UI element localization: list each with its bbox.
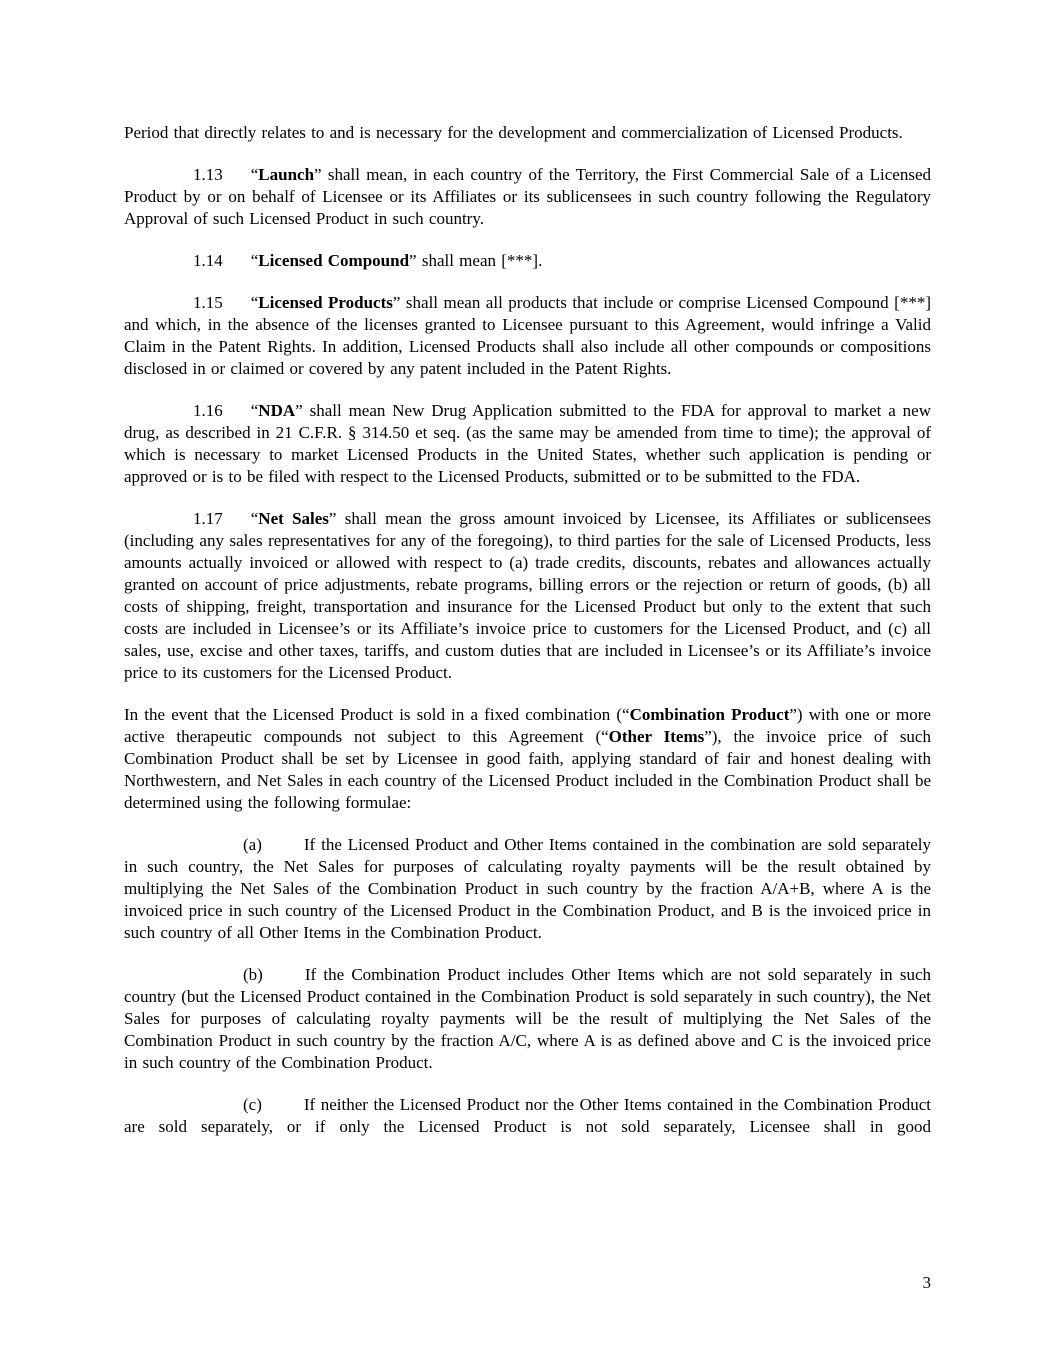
text-run: 1.13 bbox=[193, 165, 223, 184]
defined-term: Net Sales bbox=[258, 509, 329, 528]
defined-term: Licensed Compound bbox=[258, 251, 410, 270]
text-run: ”), the invoice price of such Combination Product shall be set by Licensee in good faith, applying standard of fair and honest dealing with Northwestern, and Net Sales in each country of the Licensed Product included in the Combination Product shall be determined using the following formulae: bbox=[124, 727, 931, 812]
text-run: (c) bbox=[243, 1095, 262, 1114]
defined-term: Combination Product bbox=[629, 705, 790, 724]
text-run: ” shall mean New Drug Application submitted to the FDA for approval to market a new drug, as described in 21 C.F.R. § 314.50 et seq. (as the same may be amended from time to time); the approval of which is necessary to market Licensed Products in the United States, whether such application is pending or approved or is to be filed with respect to the Licensed Products, submitted or to be submitted to the FDA. bbox=[124, 401, 931, 486]
paragraph-intro-continuation bbox=[124, 122, 931, 144]
text-run: ” shall mean [***]. bbox=[409, 251, 543, 270]
tab-space bbox=[223, 523, 251, 524]
defined-term: Other Items bbox=[608, 727, 705, 746]
text-run: In the event that the Licensed Product is sold in a fixed combination (“ bbox=[124, 705, 630, 724]
text-run: “ bbox=[250, 251, 259, 270]
text-run: 1.17 bbox=[193, 509, 223, 528]
tab-space bbox=[223, 179, 251, 180]
defined-term: Launch bbox=[258, 165, 315, 184]
tab-space bbox=[262, 1109, 304, 1110]
text-run: ” shall mean all products that include or comprise Licensed Compound [***] and which, in the absence of the licenses granted to Licensee pursuant to this Agreement, would infringe a Valid Claim in the Patent Rights. In addition, Licensed Products shall also include all other compounds or compositions disclosed in or claimed or covered by any patent included in the Patent Rights. bbox=[124, 293, 931, 378]
text-run: “ bbox=[250, 509, 259, 528]
text-run: (b) bbox=[243, 965, 263, 984]
text-run: ”) with one or more active therapeutic compounds not subject to this Agreement (“ bbox=[124, 705, 931, 746]
text-run: If the Combination Product includes Other Items which are not sold separately in such country (but the Licensed Product contained in the Combination Product is sold separately in such country), the Net Sales for purposes of calculating royalty payments will be the result of multiplying the Net Sales of the Combination Product in such country by the fraction A/C, where A is as defined above and C is the invoiced price in such country of the Combination Product. bbox=[124, 965, 931, 1072]
paragraph-section-1-17 bbox=[124, 508, 931, 684]
paragraph-combination-product-paragraph bbox=[124, 704, 931, 814]
paragraph-subparagraph-c bbox=[124, 1094, 931, 1138]
paragraph-section-1-16 bbox=[124, 400, 931, 488]
text-run: “ bbox=[250, 293, 259, 312]
text-run: 1.15 bbox=[193, 293, 223, 312]
text-run: (a) bbox=[243, 835, 262, 854]
tab-space bbox=[223, 307, 251, 308]
document-body bbox=[124, 122, 931, 1158]
text-run: If neither the Licensed Product nor the Other Items contained in the Combination Product are sold separately, or if only the Licensed Product is not sold separately, Licensee shall in good bbox=[124, 1095, 931, 1136]
text-run: “ bbox=[250, 401, 259, 420]
tab-space bbox=[263, 979, 305, 980]
tab-space bbox=[223, 415, 251, 416]
tab-space bbox=[223, 265, 251, 266]
tab-space bbox=[262, 849, 304, 850]
text-run: “ bbox=[250, 165, 259, 184]
defined-term: Licensed Products bbox=[258, 293, 393, 312]
page-footer bbox=[124, 1272, 931, 1294]
paragraph-subparagraph-b bbox=[124, 964, 931, 1074]
paragraph-section-1-13 bbox=[124, 164, 931, 230]
text-run: Period that directly relates to and is necessary for the development and commercialization of Licensed Products. bbox=[124, 123, 903, 142]
paragraph-subparagraph-a bbox=[124, 834, 931, 944]
page-number: 3 bbox=[922, 1273, 931, 1292]
text-run: ” shall mean the gross amount invoiced by Licensee, its Affiliates or sublicensees (including any sales representatives for any of the foregoing), to third parties for the sale of Licensed Products, less amounts actually invoiced or allowed with respect to (a) trade credits, discounts, rebates and allowances actually granted on account of price adjustments, rebate programs, billing errors or the rejection or return of goods, (b) all costs of shipping, freight, transportation and insurance for the Licensed Product but only to the extent that such costs are included in Licensee’s or its Affiliate’s invoice price to customers for the Licensed Product, and (c) all sales, use, excise and other taxes, tariffs, and custom duties that are included in Licensee’s or its Affiliate’s invoice price to its customers for the Licensed Product. bbox=[124, 509, 931, 682]
paragraph-section-1-15 bbox=[124, 292, 931, 380]
text-run: 1.16 bbox=[193, 401, 223, 420]
text-run: 1.14 bbox=[193, 251, 223, 270]
text-run: ” shall mean, in each country of the Territory, the First Commercial Sale of a Licensed Product by or on behalf of Licensee or its Affiliates or its sublicensees in such country following the Regulatory Approval of such Licensed Product in such country. bbox=[124, 165, 931, 228]
defined-term: NDA bbox=[258, 401, 296, 420]
text-run: If the Licensed Product and Other Items contained in the combination are sold separately in such country, the Net Sales for purposes of calculating royalty payments will be the result obtained by multiplying the Net Sales of the Combination Product in such country by the fraction A/A+B, where A is the invoiced price in such country of the Licensed Product in the Combination Product, and B is the invoiced price in such country of all Other Items in the Combination Product. bbox=[124, 835, 931, 942]
paragraph-section-1-14 bbox=[124, 250, 931, 272]
